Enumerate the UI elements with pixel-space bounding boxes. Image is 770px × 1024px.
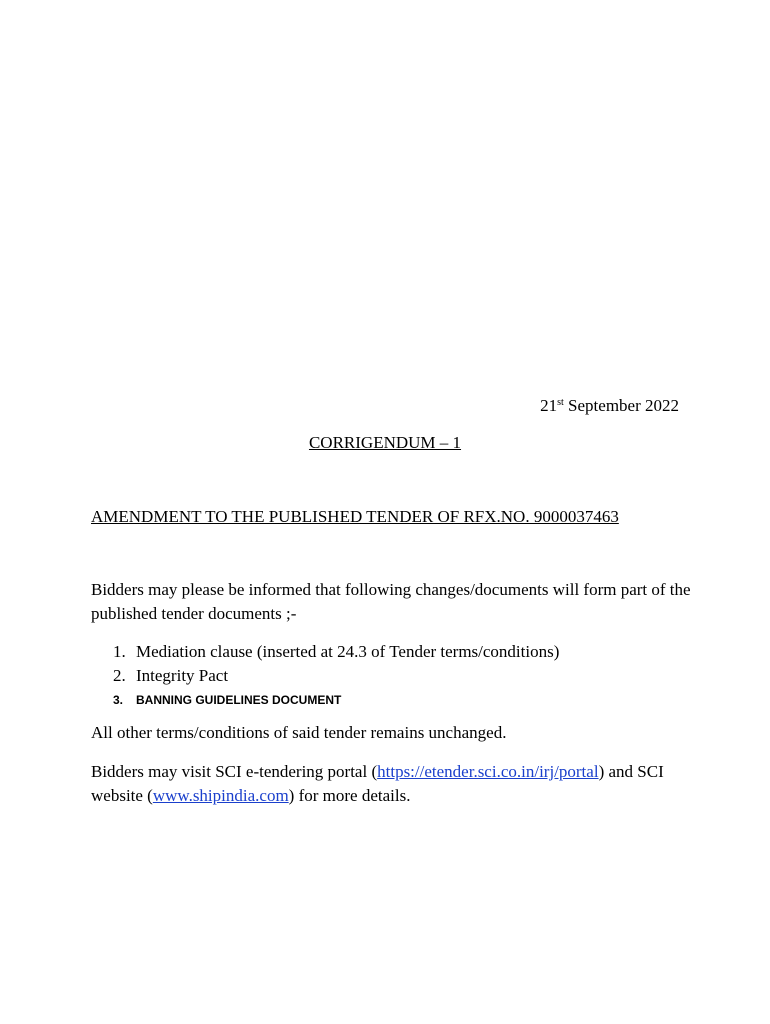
date-suffix: st (557, 397, 564, 408)
list-item (113, 664, 559, 688)
intro-paragraph: Bidders may please be informed that following changes/documents will form part of the published tender documents ;- (91, 580, 691, 623)
list-item-number: 3. (113, 693, 124, 707)
document-title: CORRIGENDUM – 1 (308, 433, 462, 452)
list-item-number: 1. (113, 642, 126, 661)
list-item (113, 640, 559, 664)
document-subject: AMENDMENT TO THE PUBLISHED TENDER OF RFX.NO. 9000037463 (91, 507, 619, 526)
changes-list (113, 640, 559, 712)
closing-text-2: ) and SCI website ( (91, 762, 664, 805)
date-day: 21 (540, 396, 558, 415)
closing-text-1: Bidders may visit SCI e-tendering portal ( (91, 762, 378, 781)
document-date (540, 395, 679, 417)
portal-link[interactable]: https://etender.sci.co.in/irj/portal (377, 762, 599, 781)
list-item-text: BANNING GUIDELINES DOCUMENT (136, 693, 342, 707)
closing-paragraph (91, 760, 691, 808)
closing-text-3: ) for more details. (288, 786, 411, 805)
list-item-text: Integrity Pact (136, 666, 229, 685)
website-link[interactable]: www.shipindia.com (152, 786, 289, 805)
list-item-text: Mediation clause (inserted at 24.3 of Tender terms/conditions) (136, 642, 560, 661)
list-item-number: 2. (113, 666, 126, 685)
date-month-year: September 2022 (563, 396, 679, 415)
list-item (113, 688, 559, 712)
unchanged-terms-note: All other terms/conditions of said tender remains unchanged. (91, 723, 507, 742)
